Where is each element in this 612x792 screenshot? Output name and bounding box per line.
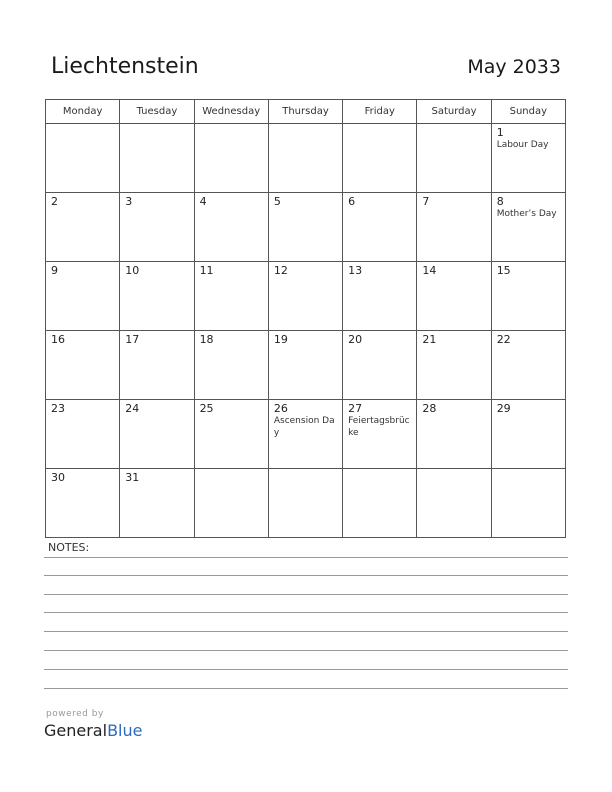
brand-general: General [44, 721, 108, 740]
day-cell [343, 193, 417, 262]
calendar-week-row [46, 124, 566, 193]
day-cell [268, 262, 342, 331]
day-cell [417, 331, 491, 400]
calendar-week-row [46, 400, 566, 469]
weekday-header: Thursday [268, 100, 342, 124]
powered-by-text: powered by [46, 709, 104, 719]
day-number: 6 [348, 195, 356, 208]
calendar-grid [45, 99, 566, 538]
day-cell [343, 469, 417, 538]
day-number: 19 [273, 333, 288, 346]
day-cell [417, 193, 491, 262]
weekday-header-row [46, 100, 566, 124]
day-cell [491, 331, 565, 400]
calendar-week-row [46, 193, 566, 262]
day-number: 11 [199, 264, 214, 277]
notes-line [44, 631, 568, 632]
country-title: Liechtenstein [51, 54, 199, 79]
holiday-label: Feiertagsbrücke [348, 416, 410, 438]
day-cell [491, 400, 565, 469]
weekday-header: Friday [343, 100, 417, 124]
day-cell [120, 124, 194, 193]
notes-line [44, 650, 568, 651]
day-cell [46, 262, 120, 331]
day-number: 28 [422, 402, 437, 415]
weekday-header: Monday [46, 100, 120, 124]
month-year-title: May 2033 [467, 56, 561, 78]
day-cell [46, 193, 120, 262]
day-number: 22 [496, 333, 511, 346]
day-cell [268, 193, 342, 262]
day-cell [343, 262, 417, 331]
day-number: 16 [51, 333, 65, 346]
day-number: 3 [125, 195, 133, 208]
calendar-week-row [46, 469, 566, 538]
day-cell [194, 124, 268, 193]
day-cell [46, 331, 120, 400]
day-number: 24 [125, 402, 140, 415]
day-cell [46, 469, 120, 538]
notes-line [44, 594, 568, 595]
day-cell [417, 262, 491, 331]
day-cell [343, 124, 417, 193]
day-cell [417, 469, 491, 538]
day-cell [491, 193, 565, 262]
weekday-header: Saturday [417, 100, 491, 124]
day-number: 27 [348, 402, 363, 415]
day-cell [120, 400, 194, 469]
day-cell [417, 400, 491, 469]
day-number: 4 [199, 195, 207, 208]
day-number: 15 [496, 264, 511, 277]
day-cell [417, 124, 491, 193]
day-cell [120, 331, 194, 400]
weekday-header: Wednesday [194, 100, 268, 124]
day-cell [268, 331, 342, 400]
day-number: 18 [199, 333, 214, 346]
day-cell [491, 124, 565, 193]
day-cell [194, 193, 268, 262]
day-cell [268, 469, 342, 538]
generalblue-logo [44, 721, 142, 740]
holiday-label: Mother’s Day [496, 209, 557, 219]
day-cell [194, 262, 268, 331]
day-number: 5 [273, 195, 281, 208]
day-cell [194, 400, 268, 469]
day-number: 20 [348, 333, 363, 346]
day-cell [491, 262, 565, 331]
day-number: 8 [496, 195, 504, 208]
notes-line [44, 557, 568, 558]
day-number: 30 [51, 471, 65, 484]
day-cell [46, 400, 120, 469]
notes-line [44, 669, 568, 670]
day-cell [194, 469, 268, 538]
weekday-header: Tuesday [120, 100, 194, 124]
day-number: 2 [51, 195, 58, 208]
day-number: 7 [422, 195, 430, 208]
day-number: 12 [273, 264, 288, 277]
weekday-header: Sunday [491, 100, 565, 124]
notes-label: NOTES: [48, 541, 90, 554]
day-number: 14 [422, 264, 437, 277]
notes-line [44, 688, 568, 689]
day-number: 21 [422, 333, 437, 346]
day-cell [343, 400, 417, 469]
day-number: 31 [125, 471, 140, 484]
brand-blue: Blue [107, 721, 143, 740]
notes-line [44, 575, 568, 576]
day-number: 25 [199, 402, 214, 415]
day-cell [120, 262, 194, 331]
day-number: 9 [51, 264, 58, 277]
calendar-week-row [46, 262, 566, 331]
day-number: 26 [273, 402, 288, 415]
day-cell [268, 400, 342, 469]
day-cell [120, 193, 194, 262]
day-number: 29 [496, 402, 511, 415]
day-cell [491, 469, 565, 538]
calendar-week-row [46, 331, 566, 400]
day-number: 10 [125, 264, 140, 277]
day-cell [46, 124, 120, 193]
day-cell [120, 469, 194, 538]
holiday-label: Labour Day [496, 140, 549, 150]
day-cell [343, 331, 417, 400]
day-cell [194, 331, 268, 400]
holiday-label: Ascension Day [273, 416, 335, 438]
day-number: 17 [125, 333, 140, 346]
day-number: 13 [348, 264, 363, 277]
notes-line [44, 612, 568, 613]
day-cell [268, 124, 342, 193]
day-number: 23 [51, 402, 65, 415]
day-number: 1 [496, 126, 504, 139]
